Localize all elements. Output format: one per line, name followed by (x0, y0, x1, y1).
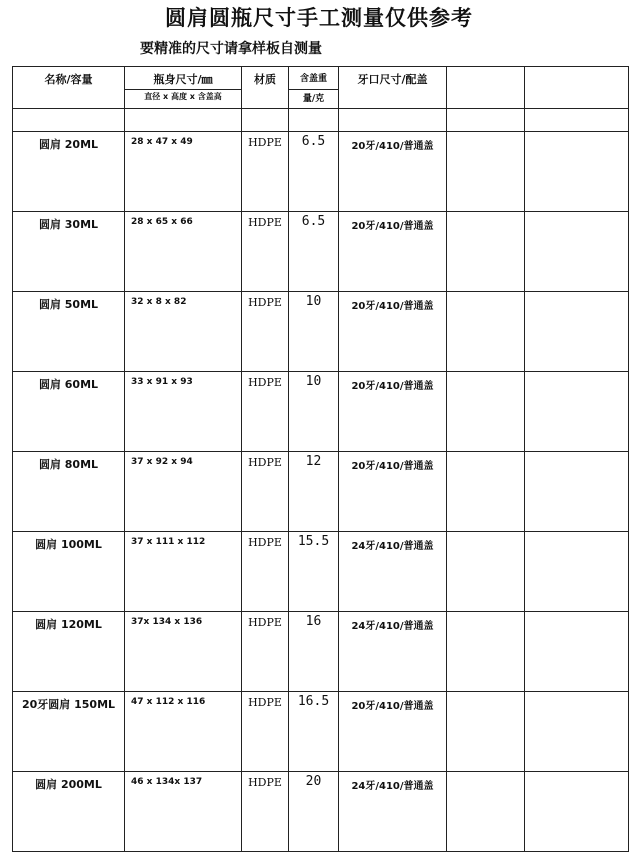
weight: 20 (305, 774, 322, 789)
weight-cell (289, 772, 339, 852)
bottle-size-cell (125, 532, 242, 612)
empty-cell-cell (447, 292, 525, 372)
table-body (13, 132, 629, 852)
weight-cell (289, 532, 339, 612)
material-cell (242, 372, 289, 452)
cap-spec: 24牙/410/普通盖 (351, 781, 434, 792)
product-name: 圆肩 20ML (38, 138, 99, 151)
empty-cell-cell (525, 692, 629, 772)
weight: 10 (305, 294, 322, 309)
material-cell (242, 612, 289, 692)
cap-spec-cell (339, 372, 447, 452)
cap-spec: 20牙/410/普通盖 (351, 701, 434, 712)
empty-cell-cell (525, 772, 629, 852)
product-name: 圆肩 100ML (35, 538, 102, 551)
weight-cell (289, 372, 339, 452)
material-cell (242, 292, 289, 372)
spacer-row (13, 109, 629, 132)
weight-cell (289, 452, 339, 532)
material: HDPE (248, 536, 282, 549)
empty-cell-cell (525, 132, 629, 212)
weight-cell (289, 692, 339, 772)
product-name: 圆肩 30ML (38, 218, 99, 231)
product-name: 圆肩 80ML (38, 458, 99, 471)
weight: 15.5 (297, 534, 330, 549)
empty-cell-cell (447, 772, 525, 852)
cap-spec-cell (339, 132, 447, 212)
empty-cell-cell (525, 212, 629, 292)
table-row (13, 292, 629, 372)
cap-spec: 24牙/410/普通盖 (351, 621, 434, 632)
header-material: 材质 (254, 73, 276, 86)
product-name-cell (13, 292, 125, 372)
bottle-size-cell (125, 292, 242, 372)
empty-cell-cell (447, 532, 525, 612)
product-name-cell (13, 212, 125, 292)
bottle-size-cell (125, 212, 242, 292)
product-name: 圆肩 60ML (38, 378, 99, 391)
header-row (13, 67, 629, 90)
product-name-cell (13, 532, 125, 612)
empty-cell-cell (525, 612, 629, 692)
product-name-cell (13, 132, 125, 212)
product-name-cell (13, 612, 125, 692)
bottle-size: 37x 134 x 136 (131, 617, 203, 627)
weight-cell (289, 132, 339, 212)
material-cell (242, 452, 289, 532)
table-row (13, 452, 629, 532)
header-cap: 牙口尺寸/配盖 (357, 73, 428, 86)
table-row (13, 372, 629, 452)
header-cell-material (242, 67, 289, 109)
bottle-size-cell (125, 132, 242, 212)
material-cell (242, 212, 289, 292)
table-row (13, 212, 629, 292)
material: HDPE (248, 696, 282, 709)
header-cell-weight-top (289, 67, 339, 90)
bottle-size-cell (125, 452, 242, 532)
material-cell (242, 692, 289, 772)
cap-spec: 20牙/410/普通盖 (351, 141, 434, 152)
weight-cell (289, 212, 339, 292)
material: HDPE (248, 616, 282, 629)
weight-cell (289, 612, 339, 692)
header-cell-weight-bottom (289, 90, 339, 109)
product-name: 20牙圆肩 150ML (21, 698, 116, 711)
product-name-cell (13, 692, 125, 772)
bottle-size-cell (125, 612, 242, 692)
empty-cell-cell (447, 452, 525, 532)
material: HDPE (248, 216, 282, 229)
bottle-size-cell (125, 692, 242, 772)
header-name: 名称/容量 (44, 73, 93, 86)
empty-cell-cell (447, 372, 525, 452)
bottle-size-table (12, 66, 629, 852)
bottle-size: 47 x 112 x 116 (131, 697, 206, 707)
cap-spec-cell (339, 212, 447, 292)
product-name: 圆肩 200ML (35, 778, 102, 791)
header-size: 瓶身尺寸/㎜ (153, 73, 213, 86)
header-weight-bottom: 量/克 (302, 94, 325, 104)
product-name-cell (13, 772, 125, 852)
weight-cell (289, 292, 339, 372)
empty-cell-cell (525, 292, 629, 372)
bottle-size: 32 x 8 x 82 (131, 297, 187, 307)
bottle-size: 28 x 47 x 49 (131, 137, 193, 147)
page-title: 圆肩圆瓶尺寸手工测量仅供参考 (165, 5, 473, 30)
header-weight-top: 含盖重 (299, 74, 327, 84)
product-name: 圆肩 120ML (35, 618, 102, 631)
cap-spec-cell (339, 772, 447, 852)
cap-spec: 20牙/410/普通盖 (351, 221, 434, 232)
empty-cell-cell (447, 612, 525, 692)
weight: 6.5 (301, 214, 326, 229)
material: HDPE (248, 456, 282, 469)
empty-cell-cell (525, 532, 629, 612)
weight: 16 (305, 614, 322, 629)
bottle-size: 37 x 92 x 94 (131, 457, 193, 467)
header-cell-cap (339, 67, 447, 109)
header-cell-empty-2 (525, 67, 629, 109)
empty-cell-cell (447, 692, 525, 772)
cap-spec: 20牙/410/普通盖 (351, 381, 434, 392)
material-cell (242, 772, 289, 852)
weight: 10 (305, 374, 322, 389)
cap-spec-cell (339, 612, 447, 692)
bottle-size: 46 x 134x 137 (131, 777, 203, 787)
table-row (13, 772, 629, 852)
weight: 16.5 (297, 694, 330, 709)
empty-cell-cell (447, 132, 525, 212)
header-size-sub: 直径 x 高度 x 含盖高 (144, 92, 222, 101)
cap-spec: 20牙/410/普通盖 (351, 301, 434, 312)
cap-spec-cell (339, 452, 447, 532)
material: HDPE (248, 376, 282, 389)
material: HDPE (248, 776, 282, 789)
bottle-size-cell (125, 772, 242, 852)
table-row (13, 532, 629, 612)
material: HDPE (248, 296, 282, 309)
product-name: 圆肩 50ML (38, 298, 99, 311)
material: HDPE (248, 136, 282, 149)
table-row (13, 132, 629, 212)
header-cell-size (125, 67, 242, 90)
weight: 12 (305, 454, 322, 469)
cap-spec-cell (339, 532, 447, 612)
cap-spec: 20牙/410/普通盖 (351, 461, 434, 472)
weight: 6.5 (301, 134, 326, 149)
page-subtitle: 要精准的尺寸请拿样板自测量 (140, 41, 322, 57)
material-cell (242, 132, 289, 212)
product-name-cell (13, 452, 125, 532)
table-row (13, 612, 629, 692)
empty-cell-cell (525, 372, 629, 452)
header-cell-size-sub (125, 90, 242, 109)
bottle-size: 33 x 91 x 93 (131, 377, 193, 387)
cap-spec: 24牙/410/普通盖 (351, 541, 434, 552)
cap-spec-cell (339, 692, 447, 772)
material-cell (242, 532, 289, 612)
empty-cell-cell (447, 212, 525, 292)
header-cell-name (13, 67, 125, 109)
product-name-cell (13, 372, 125, 452)
bottle-size: 28 x 65 x 66 (131, 217, 193, 227)
header-cell-empty-1 (447, 67, 525, 109)
table-row (13, 692, 629, 772)
empty-cell-cell (525, 452, 629, 532)
cap-spec-cell (339, 292, 447, 372)
bottle-size: 37 x 111 x 112 (131, 537, 206, 547)
bottle-size-cell (125, 372, 242, 452)
